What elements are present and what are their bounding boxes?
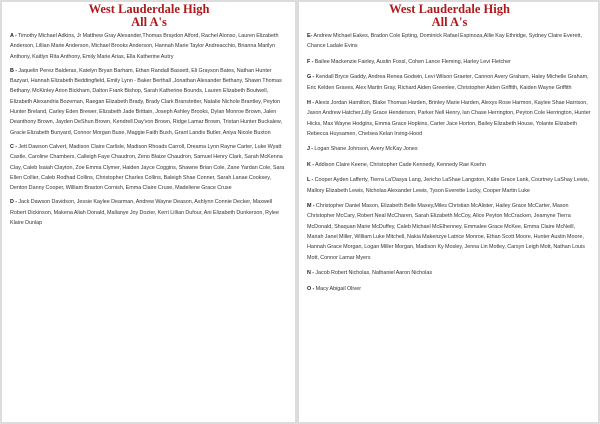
group-letter: O - (307, 285, 315, 292)
name-group-n (307, 268, 592, 278)
name-group-e (307, 31, 592, 52)
left-page (2, 2, 295, 422)
group-letter: F - (307, 58, 314, 65)
group-letter: N - (307, 270, 314, 277)
group-letter: G - (307, 74, 315, 81)
name-group-b (10, 66, 288, 138)
group-names: Alexis Jordan Hamilton, Blake Thomas Harden, Brinley Marie Harden, Alexys Rose Harmon, Kaylee Shae Harrison, Jaxon Andrew Hatcher,Lilly Grace Henderson, Parker Nell Henry, Ian Chase Herrington, Peyton Cole Herrington, Hunter Hicks, Max Wayne Hodgins, Emma Grace Hopkins, Carter Jace Horton, Bailey Elizabeth House, Yolante Elizabeth Rebecca Huysamen, Chelsea Kelan Irving-Hood (307, 100, 591, 137)
group-names: Kendall Bryce Gaddy, Andrea Renea Godwin, Levi Wilson Graeter, Cannon Avery Graham, Haley Michelle Graham, Eric Kelden Graves, Alex Martin Gray, Richard Aiden Greenlee, Christopher Aiden Griffith, Kaiden Wayne Griffith (307, 74, 589, 91)
name-group-j (307, 144, 592, 154)
group-letter: E- (307, 33, 313, 39)
group-letter: L - (307, 177, 314, 184)
group-letter: B - (10, 67, 17, 74)
group-names: Bailee Mackenzie Fairley, Austin Fossl, Cohen Lance Fleming, Harley Levi Fletcher (314, 58, 511, 65)
name-group-a (10, 31, 288, 62)
group-letter: A - (10, 33, 17, 39)
group-letter: C - (10, 143, 17, 150)
name-group-l (307, 175, 592, 196)
group-names: Macy Abigail Oliver (315, 285, 362, 292)
name-group-f (307, 57, 592, 67)
right-page (299, 2, 598, 422)
page-title: West Lauderdale High (389, 2, 510, 16)
name-group-m (307, 201, 592, 263)
group-names: Timothy Michael Adkins, Jr Matthew Gray Alexander,Thomas Braydon Alford, Rachel Alonso, Lauren Elizabeth Anderson, Lillian Marie Anderson, Michael Brooks Anderson, Hannah Marie Taylor Andreacchio, Brianna Marilyn Anthony, Kaitlyn Rita Anthony, Emily Marie Arias, Ella Katherine Autry (10, 33, 279, 60)
group-names: Addison Claire Keene, Christopher Cade Kennedy, Kennedy Rae Koehn (315, 161, 486, 168)
group-names: Logan Shane Johnson, Avery McKay Jones (314, 146, 418, 153)
page-subtitle: All A's (131, 15, 167, 29)
name-group-g (307, 72, 592, 93)
group-names: Andrew Michael Eakes, Bradon Cole Epting, Dominick Rafael Espinoza,Allie Kay Ethridge, Sydney Claire Everett, Chance Ladale Evins (307, 33, 582, 50)
name-group-o (307, 284, 592, 294)
group-names: Jacob Robert Nicholas, Nathaniel Aaron Nicholas (315, 270, 433, 277)
group-letter: K - (307, 161, 314, 168)
page-subtitle: All A's (431, 15, 468, 29)
group-letter: M - (307, 203, 315, 210)
name-group-h (307, 98, 592, 139)
group-names: Cooper Ayden Lafferty, Tierra La'Dasya Lang, Jericho LaShae Langston, Katie Grace Lank, Courtney LaShay Lewis, Mallory Elizabeth Lewis, Nicholas Alexander Lewis, Tyson Everette Lucky, Cooper Martin Luke (307, 177, 590, 194)
group-names: Jett Dawson Calvert, Madison Claire Carlisle, Madison Rhoads Carroll, Dreama Lynn Rayne Carter, Luke Wyatt Castle, Caroline Chambers, Calleigh Faye Chaudron, Zeno Blaize Chaudron, Samuel Henry Clark, Sarah McKenna Clay, Caleb Isaiah Clayton, Zoe Emma Clymer, Haiden Jayce Coggins, Shawne Brian Cole, Zane Yardan Cole, Sara Ellen Collier, Caleb Rodhad Collins, Christopher Charles Collins, Baleigh Shae Conner, Sarah Lanae Cooksey, Denton Danny Cooper, William Braxton Cornish, Emma Claire Cruse, Madeliene Grace Cruse (10, 143, 285, 192)
name-group-k (307, 160, 592, 170)
name-group-c (10, 142, 288, 193)
page-title: West Lauderdale High (88, 2, 210, 16)
group-names: Christopher Daniel Mason, Elizabeth Belle Maxey,Miles Christian McAlister, Hailey Grace McCarter, Mason Christopher McCary, Robert Neal McCharen, Sarah Elizabeth McCoy, Alice Peyton McCracken, Jeamyne Tierra McDonald, Shaquan Marie McDuffey, Caleb Michael McElhenney, Emmalee Grace McKee, Emma Claire McNeill, Mariah Janel Miller, William Luke Mitchell, Nakia Makenzye Latrice Monroe, Ethan Scott Moore, Hunter Austin Moore, Hannah Grace Morgan, Logan Miller Morgan, Madison Ky Mosley, Jenna Lin Motley, Carsyn Leigh Mott, Nathan Louis Mott, Connor Lamar Myers (307, 203, 585, 261)
name-group-d (10, 197, 288, 228)
group-letter: D - (10, 199, 17, 206)
group-names: Jack Dawson Davidson, Jessie Kaylee Dearman, Andrew Wayne Deason, Ashlynn Connie Decker, Maxwell Robert Dickinson, Makena Aliah Donald, Mallanye Joy Dozier, Kerri Lillian Dufour, Ani Elizabeth Dunkerson, Rylee Klaire Dunlap (10, 199, 279, 227)
group-letter: J - (307, 146, 314, 153)
group-letter: H - (307, 100, 314, 107)
group-names: Jaquelin Perez Balderas, Katelyn Bryan Barham, Ethan Randall Bassett, Eli Grayson Bates, Nathan Hunter Bazyari, Hannah Elizabeth Beddingfield, Emily Lynn - Baker Berthall ,Jonathan Alexander Bethany, Shawn Thomas Bethany, McKinley Arion Bickham, Dalton Frank Bishop, Sarah Katherine Bounds, Lauren Elizabeth Boutwell, Elizabeth Alexandria Bozeman, Raegan Elizabeth Brady, Brady Clark Branstetter, Natalie Nichole Brantley, Peyton Hunter Breland, Carley Eden Brewer, Elizabeth Jade Brittain, Joseph Ashley Brooks, Dylan Monroe Brown, Jalen Deanthony Brown, Jayden DeShun Brown, Kendrell Day'von Brown, Ridge Lamar Brown, Tristan Hunter Buckalew, Gracie Elizabeth Bunyard, Connor Morgan Buse, Maggie Faith Bush, Grant Landis Butler, Aniya Nicole Buxton (10, 67, 282, 136)
